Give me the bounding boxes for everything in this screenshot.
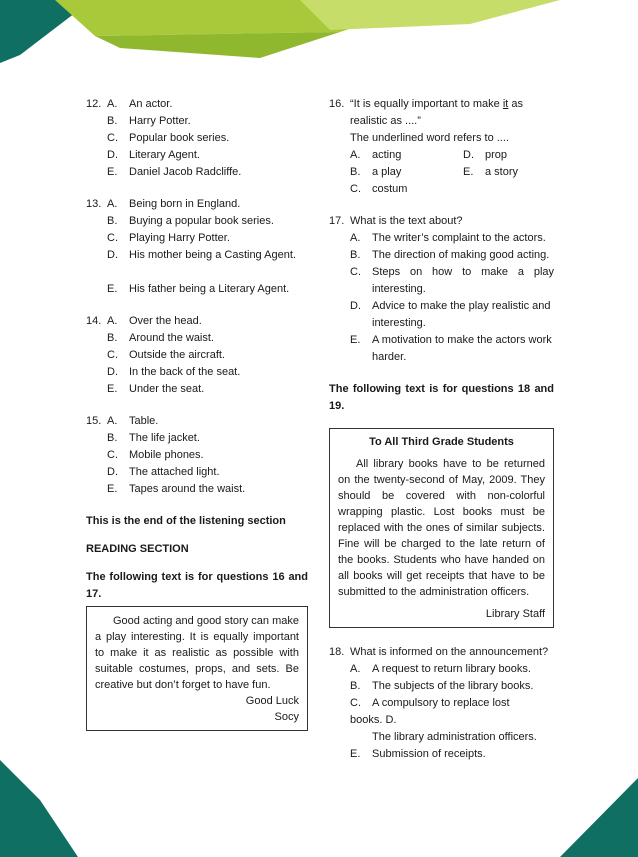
- question-12: 12. A. An actor. B. Harry Potter. C. Popular book series. D. Literary Agent. E. Daniel Jacob Radcliffe.: [86, 96, 308, 181]
- intro-16-17: The following text is for questions 16 and 17.: [86, 571, 308, 600]
- option-letter: E.: [107, 283, 118, 295]
- announcement-text: All library books have to be returned on the twenty-second of May, 2009. They should be covered with non-colorful wrapping plastic. Lost books must be replaced with the ones of similar subjects. Fine will be charged to the late return of the books. Students who have handed on all books will get receipts that have to be submitted to the administration officers.: [338, 458, 545, 598]
- option-letter: C.: [107, 132, 118, 144]
- question-14: 14. A. Over the head. B. Around the waist. C. Outside the aircraft. D. In the back of the seat. E. Under the seat.: [86, 313, 308, 398]
- option-letter: A.: [107, 198, 118, 210]
- option-text: Submission of receipts.: [372, 748, 486, 760]
- option-letter: E.: [107, 166, 118, 178]
- option-text: The attached light.: [129, 466, 220, 478]
- option-text: Being born in England.: [129, 198, 241, 210]
- option-text: Steps on how to make a play interesting.: [372, 266, 554, 295]
- option-text: The direction of making good acting.: [372, 249, 550, 261]
- option-text: Outside the aircraft.: [129, 349, 225, 361]
- option-text: Literary Agent.: [129, 149, 200, 161]
- passage-box-1: [86, 606, 308, 731]
- option-text: The writer’s complaint to the actors.: [372, 232, 546, 244]
- option-text: An actor.: [129, 98, 173, 110]
- option-text: costum: [372, 183, 408, 195]
- announcement-title: To All Third Grade Students: [369, 436, 514, 448]
- option-text: Around the waist.: [129, 332, 214, 344]
- end-listening-note: This is the end of the listening section: [86, 515, 286, 527]
- option-text: A request to return library books.: [372, 663, 531, 675]
- question-subtext: The underlined word refers to ....: [350, 132, 509, 144]
- signature-line-2: Socy: [274, 711, 299, 723]
- option-continuation: books. D.: [350, 714, 397, 726]
- option-text: Table.: [129, 415, 159, 427]
- option-text: In the back of the seat.: [129, 366, 241, 378]
- option-letter: D.: [107, 149, 118, 161]
- option-text: Mobile phones.: [129, 449, 204, 461]
- option-letter: B.: [107, 432, 118, 444]
- passage-box-2: [329, 428, 554, 628]
- option-letter: E.: [107, 483, 118, 495]
- option-text: Popular book series.: [129, 132, 230, 144]
- question-stem: What is informed on the announcement?: [350, 646, 549, 658]
- option-text: His mother being a Casting Agent.: [129, 249, 296, 261]
- question-13: 13. A. Being born in England. B. Buying a popular book series. C. Playing Harry Potter. D. His mother being a Casting Agent. E. His father being a Literary Agent.: [86, 196, 308, 298]
- question-stem: “It is equally important to make it as realistic as ....”: [350, 98, 524, 127]
- option-text: Advice to make the play realistic and interesting.: [372, 300, 551, 329]
- option-text: acting: [372, 149, 402, 161]
- option-letter: A.: [107, 415, 118, 427]
- reading-section-heading: READING SECTION: [86, 543, 189, 555]
- option-letter: D.: [107, 249, 118, 261]
- intro-18-19: The following text is for questions 18 and 19.: [329, 383, 554, 412]
- option-text: Harry Potter.: [129, 115, 191, 127]
- option-letter: D.: [107, 466, 118, 478]
- option-text: a story: [485, 166, 519, 178]
- option-text: Under the seat.: [129, 383, 205, 395]
- right-column: [329, 96, 554, 778]
- option-text: Over the head.: [129, 315, 202, 327]
- option-text: Playing Harry Potter.: [129, 232, 230, 244]
- option-text: prop: [485, 149, 508, 161]
- option-letter: C.: [107, 232, 118, 244]
- question-17: 17. What is the text about? A. The writer’s complaint to the actors. B. The direction of making good acting. C. Steps on how to make a play interesting. D. Advice to make the play realistic and interesting. E. A motivation to make the actors work harder.: [329, 213, 554, 366]
- underlined-word: it: [502, 98, 509, 110]
- option-text: A motivation to make the actors work harder.: [372, 334, 552, 363]
- option-text: a play: [372, 166, 402, 178]
- announcement-signature: Library Staff: [485, 608, 545, 620]
- option-letter: B.: [107, 115, 118, 127]
- option-letter: A.: [107, 98, 118, 110]
- signature-line-1: Good Luck: [245, 695, 299, 707]
- option-letter: B.: [107, 332, 118, 344]
- question-16: 16. “It is equally important to make it as realistic as ....” The underlined word refers to .... A. acting D. prop B. a play E. a story C. costum: [329, 96, 554, 198]
- question-stem: What is the text about?: [350, 215, 463, 227]
- option-text: The library administration officers.: [372, 731, 537, 743]
- option-text: Daniel Jacob Radcliffe.: [129, 166, 242, 178]
- option-letter: C.: [107, 449, 118, 461]
- option-text: Buying a popular book series.: [129, 215, 274, 227]
- option-text: The subjects of the library books.: [372, 680, 534, 692]
- option-text: A compulsory to replace lost: [372, 697, 510, 709]
- option-text: His father being a Literary Agent.: [129, 283, 290, 295]
- option-letter: E.: [107, 383, 118, 395]
- option-text: The life jacket.: [129, 432, 200, 444]
- left-column: [86, 96, 308, 731]
- passage-text: Good acting and good story can make a play interesting. It is equally important to make it as realistic as possible with suitable costumes, props, and sets. Be creative but don’t forget to have fun.: [95, 615, 299, 691]
- question-15: 15. A. Table. B. The life jacket. C. Mobile phones. D. The attached light. E. Tapes around the waist.: [86, 413, 308, 498]
- option-text: Tapes around the waist.: [129, 483, 246, 495]
- option-letter: B.: [107, 215, 118, 227]
- option-letter: C.: [107, 349, 118, 361]
- question-18: 18. What is informed on the announcement? A. A request to return library books. B. The subjects of the library books. C. A compulsory to replace lost books. D. The library administration officers. E. Submission of receipts.: [329, 644, 554, 763]
- option-letter: D.: [107, 366, 118, 378]
- option-letter: A.: [107, 315, 118, 327]
